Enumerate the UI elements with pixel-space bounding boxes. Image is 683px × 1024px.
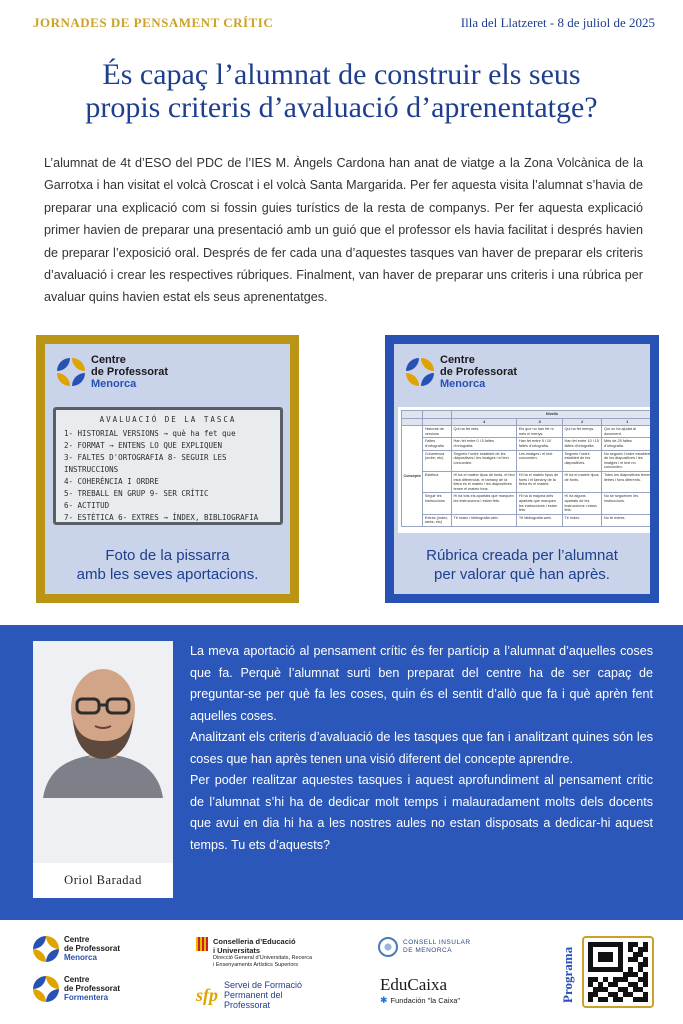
rubric-criterion: Extres (índex, webs, etc)	[423, 514, 452, 526]
caixa-star-icon: ✱	[380, 995, 388, 1005]
whiteboard-line: 2- FORMAT → ENTENS LO QUE EXPLIQUEN	[64, 441, 223, 450]
rubric-photo	[394, 344, 650, 594]
rubric-cell: Té índex.	[562, 514, 602, 526]
rubric-row	[402, 471, 651, 492]
author-statement	[190, 641, 653, 856]
cep-logo-line2: de Professorat	[91, 366, 169, 378]
qr-icon	[588, 942, 648, 1002]
conselleria-logo	[196, 937, 356, 969]
rubric-level: 1	[602, 418, 650, 426]
rubric-cell: No té extres.	[602, 514, 650, 526]
rubric-cell: Més de 25 faltes d'ortografia.	[602, 438, 650, 450]
rubric-cell: No se segueixen les instruccions.	[602, 493, 650, 514]
rubric-cell: Hi ha alguns apartats de les instruccions i estan fets.	[562, 493, 602, 514]
rubric-cell: Qui ha fet més.	[452, 426, 517, 438]
rubric-cell: Totes les diapositives tenen lletres i fons diferents.	[602, 471, 650, 492]
rubric-header: Nivells	[452, 411, 650, 419]
caption-line-2: amb les seves aportacions.	[76, 566, 259, 583]
cep-logo-line2: de Professorat	[440, 366, 518, 378]
cep-logo-icon	[33, 936, 59, 962]
rubric-row	[402, 450, 651, 471]
conselleria-line3: Direcció General d’Universitats, Recerca	[213, 955, 313, 961]
rubric-cell: Les imatges i el text concorden.	[517, 450, 563, 471]
whiteboard-line: 6- ACTITUD	[64, 501, 110, 510]
rubric-cell: Hi ha la majoria dels apartats que marquen les instruccions i estan fets.	[517, 493, 563, 514]
footer-cep-formentera-logo	[33, 975, 120, 1002]
educaixa-logo	[380, 975, 500, 1006]
consell-line1: CONSELL INSULAR	[403, 939, 471, 946]
conselleria-line4: i Ensenyaments Artístics Superiors	[213, 962, 298, 968]
rubric-caption	[394, 546, 650, 584]
rubric-table	[401, 410, 650, 527]
title-line-2: propis criteris d’avaluació d’aprenentatge?	[85, 91, 598, 124]
event-name: JORNADES DE PENSAMENT CRÍTIC	[33, 15, 274, 30]
consell-insular-icon	[378, 937, 398, 957]
footer-cep-formentera-line2: de Professorat	[64, 984, 121, 993]
statement-paragraph-1: La meva aportació al pensament crític és fer partícip a l’alumnat d’aquelles coses que fa. Perquè l’alumnat surti ben preparat del centre ha de ser capaç de preguntar-se per què fa les coses, quin és el sentit d’allò que fa i què aprèn fent aquelles coses.	[190, 644, 653, 723]
whiteboard-title: AVALUACIÓ DE LA TASCA	[99, 415, 237, 424]
cep-logo-line3: Menorca	[91, 378, 137, 390]
rubric-criterion: Estètica	[423, 471, 452, 492]
conselleria-line1: Conselleria d’Educació	[213, 937, 296, 946]
title-line-1: És capaç l’alumnat de construir els seus	[102, 58, 581, 91]
educaixa-name: EduCaixa	[380, 975, 448, 994]
caption-line-1: Foto de la pissarra	[105, 547, 230, 564]
caption-line-1: Rúbrica creada per l’alumnat	[426, 547, 618, 564]
rubric-cell: Els que no han fet ni més ni menys.	[517, 426, 563, 438]
caption-line-2: per valorar què han après.	[434, 566, 610, 583]
conselleria-line2: i Universitats	[213, 946, 261, 955]
sfp-logo	[196, 980, 356, 1010]
rubric-cell: Té índex i bibliografia web.	[452, 514, 517, 526]
consell-insular-logo	[378, 937, 498, 957]
qr-code[interactable]	[582, 936, 654, 1008]
sfp-line3: Professorat	[224, 1000, 271, 1010]
rubric-row	[402, 493, 651, 514]
footer-cep-menorca-line3: Menorca	[64, 953, 97, 962]
cep-menorca-logo	[57, 354, 168, 390]
whiteboard-photo	[45, 344, 290, 594]
statement-paragraph-3: Per poder realitzar aquestes tasques i aquest aprofundiment al pensament crític de l’alumnat s’hi ha de dedicar molt temps i malauradament molts dels docents que avui en dia hi ha a les nostres aules no estan disposats a dedicar-hi aquest temps. Tu ets d’aquests?	[190, 773, 653, 852]
page-title	[20, 58, 663, 124]
statement-paragraph-2: Analitzant els criteris d’avaluació de les tasques que fan i analitzant quines són les coses que han après tenen una visió diferent del concepte aprendre.	[190, 730, 653, 766]
cep-logo-line1: Centre	[91, 354, 126, 366]
rubric-cell: Segueix l'ordre establert de les diapositives i les imatges i el text concorden.	[452, 450, 517, 471]
rubric-row	[402, 438, 651, 450]
whiteboard-photo-frame	[36, 335, 299, 603]
whiteboard-line: 4- COHERÈNCIA I ORDRE	[64, 477, 159, 486]
rubric-cell: Hi ha el mateix tipus de fonts i el tamany de la lletra és el mateix.	[517, 471, 563, 492]
rubric-cell: Han fet entre 10 i 15 faltes d'ortografia.	[562, 438, 602, 450]
cep-menorca-logo	[406, 354, 517, 390]
rubric-level: 4	[452, 418, 517, 426]
footer-cep-formentera-line1: Centre	[64, 975, 90, 984]
rubric-sheet	[398, 407, 650, 533]
rubric-criterion: Faltes d'ortografia	[423, 438, 452, 450]
rubric-criterion: Historial de versions	[423, 426, 452, 438]
portrait-illustration	[33, 641, 173, 798]
educaixa-sub: Fundación "la Caixa"	[390, 996, 461, 1005]
rubric-cell: Hi ha el mateix tipus de fonts, el títol està diferenciat, el tamany de la lletra és el mateix i les diapositives tenen el mateix fons.	[452, 471, 517, 492]
rubric-row	[402, 514, 651, 526]
rubric-group: Concepte	[402, 426, 423, 527]
footer-cep-formentera-line3: Formentera	[64, 993, 109, 1002]
rubric-criterion: Coherència (ordre, etc)	[423, 450, 452, 471]
rubric-cell: Qui no ha ajudat al document.	[602, 426, 650, 438]
rubric-cell: Qui ha fet menys.	[562, 426, 602, 438]
rubric-cell: Han fet entre 5 i 10 faltes d'ortografia.	[517, 438, 563, 450]
rubric-row	[402, 426, 651, 438]
rubric-cell: No segueix l'ordre establert de les diapositives i les imatges i el text no concorden.	[602, 450, 650, 471]
cep-logo-line3: Menorca	[440, 378, 486, 390]
cep-logo-icon	[406, 358, 434, 386]
footer-cep-menorca-line2: de Professorat	[64, 944, 121, 953]
whiteboard-line: 5- TREBALL EN GRUP 9- SER CRÍTIC	[64, 489, 209, 498]
cep-logo-icon	[57, 358, 85, 386]
whiteboard	[53, 407, 283, 525]
balearic-flag-icon	[196, 937, 208, 951]
rubric-criterion: Seguir les instruccions	[423, 493, 452, 514]
sfp-icon: sfp	[196, 984, 218, 1005]
rubric-cell: Hi ha tots els apartats que marquen les instruccions i estan fets.	[452, 493, 517, 514]
rubric-cell: Han fet entre 0 i 5 faltes d'ortografia.	[452, 438, 517, 450]
rubric-cell: Té bibliografia web.	[517, 514, 563, 526]
sfp-line1: Servei de Formació	[224, 980, 303, 990]
whiteboard-line: 1- HISTORIAL VERSIONS → què ha fet que	[64, 429, 236, 438]
cep-logo-icon	[33, 976, 59, 1002]
sfp-line2: Permanent del	[224, 990, 283, 1000]
footer-cep-menorca-logo	[33, 935, 120, 962]
rubric-cell: Hi ha el mateix tipus de fonts.	[562, 471, 602, 492]
author-name: Oriol Baradad	[33, 863, 173, 898]
rubric-cell: Segueix l'ordre establert de les diapositives.	[562, 450, 602, 471]
consell-line2: DE MENORCA	[403, 947, 453, 954]
whiteboard-line: 3- FALTES D'ORTOGRAFIA 8- SEGUIR LES INSTRUCCIONS	[64, 453, 227, 474]
whiteboard-line: 7- ESTÈTICA 6- EXTRES → ÍNDEX, BIBLIOGRAFIA	[64, 513, 259, 522]
rubric-photo-frame	[385, 335, 659, 603]
author-photo	[33, 641, 173, 798]
intro-paragraph: L’alumnat de 4t d’ESO del PDC de l’IES M. Àngels Cardona han anat de viatge a la Zona Volcànica de la Garrotxa i han visitat el volcà Croscat i el volcà Santa Margarida. Per fer aquesta visita l’alumnat s’havia de preparar una explicació com si fossin guies turístics de la resta de companys. Per fer aquesta explicació primer havien de preparar una presentació amb un guió que el professor els havia facilitat i després havien de preparar l’exposició oral. Després de fer cada una d’aquestes tasques van haver de preparar els criteris d’avaluació i crear les respectives rúbriques. Finalment, van haver de preparar uns criteris i una rúbrica per avaluar quins havien estat els seus aprenentatges.	[44, 156, 643, 305]
page-header	[33, 13, 655, 33]
rubric-level: 2	[562, 418, 602, 426]
cep-logo-line1: Centre	[440, 354, 475, 366]
event-place-date: Illa del Llatzeret - 8 de juliol de 2025	[460, 15, 655, 30]
footer-cep-menorca-line1: Centre	[64, 935, 90, 944]
whiteboard-caption	[45, 546, 290, 584]
rubric-level: 3	[517, 418, 563, 426]
programa-label: Programa	[560, 946, 575, 1004]
